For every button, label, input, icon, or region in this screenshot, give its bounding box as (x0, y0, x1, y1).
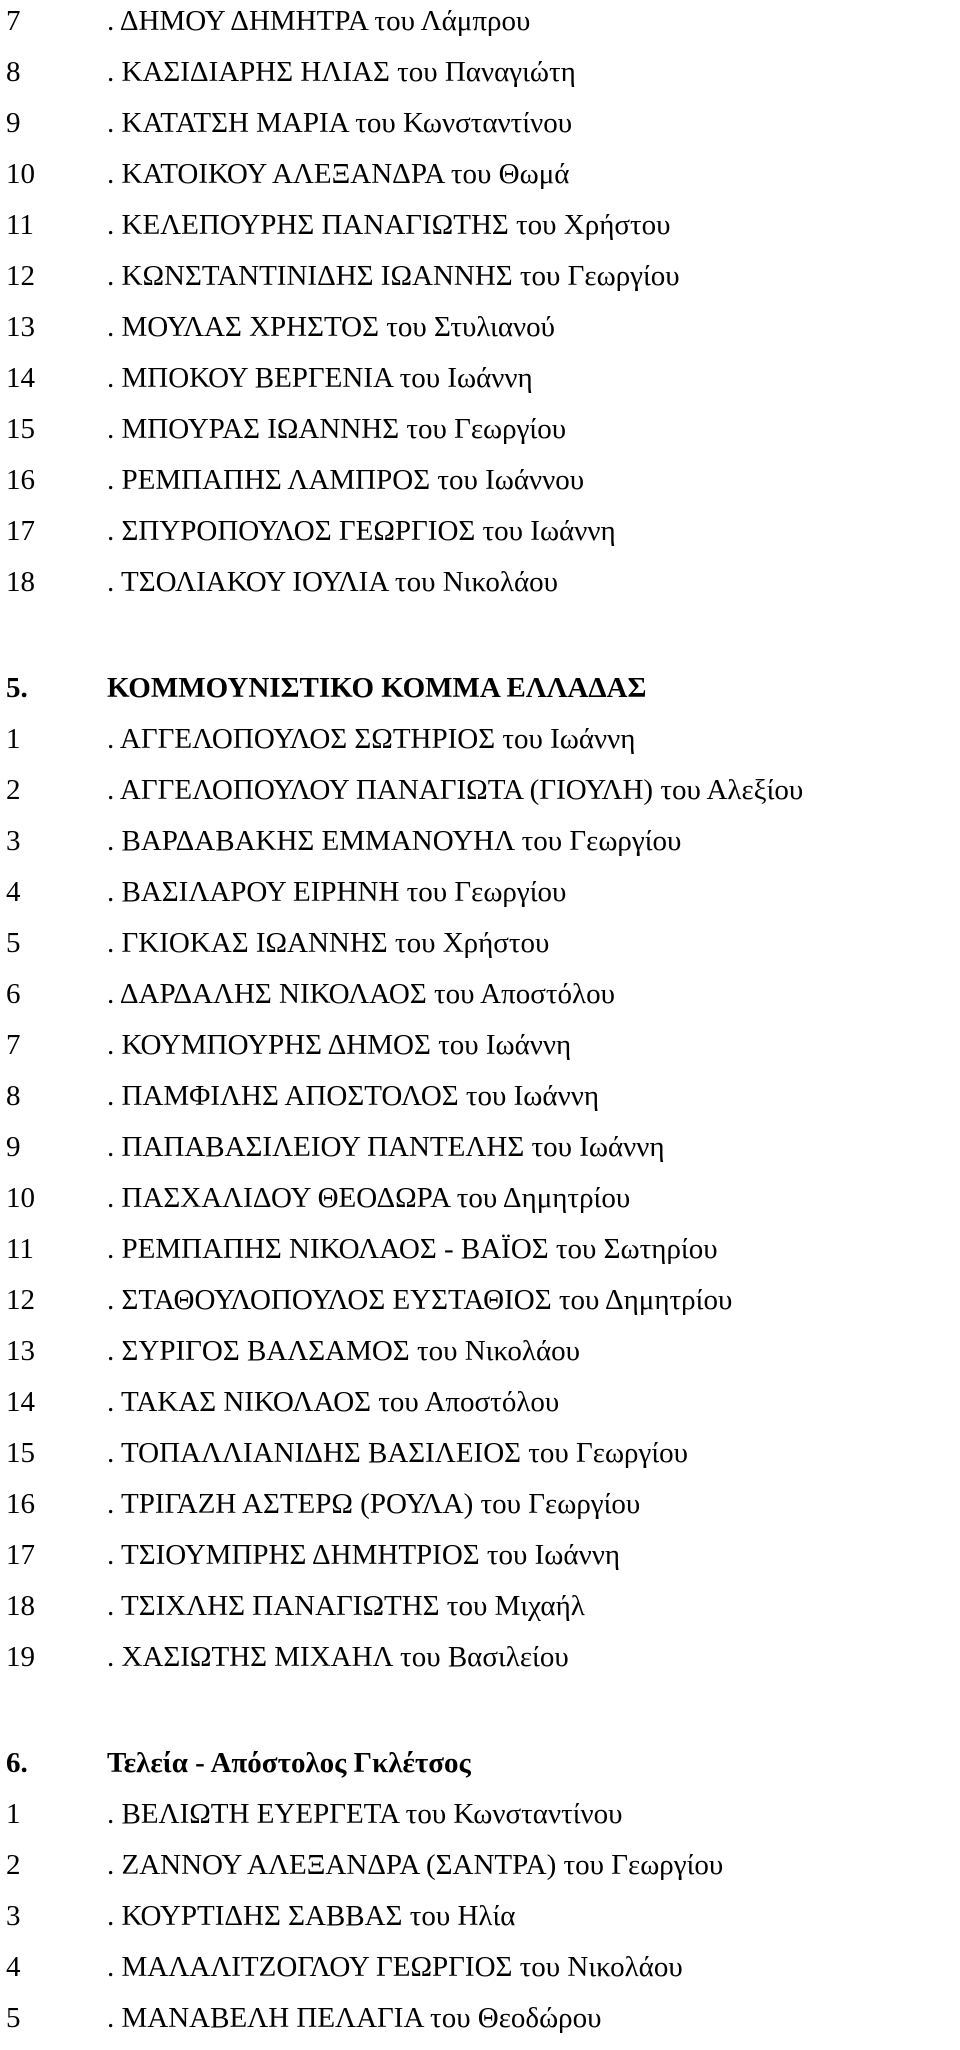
entry-number: 5 (6, 927, 21, 959)
section-title: Τελεία - Απόστολος Γκλέτσος (107, 1747, 471, 1779)
entry-name: . ΠΑΜΦΙΛΗΣ ΑΠΟΣΤΟΛΟΣ του Ιωάννη (107, 1080, 599, 1112)
entry-name: . ΤΟΠΑΛΛΙΑΝΙΔΗΣ ΒΑΣΙΛΕΙΟΣ του Γεωργίου (107, 1437, 689, 1469)
entry-number: 1 (6, 1798, 21, 1830)
entry-name: . ΣΥΡΙΓΟΣ ΒΑΛΣΑΜΟΣ του Νικολάου (107, 1335, 581, 1367)
entry-number: 12 (6, 260, 35, 292)
entry-number: 16 (6, 464, 35, 496)
entry-number: 16 (6, 1488, 35, 1520)
entry-number: 18 (6, 566, 35, 598)
entry-name: . ΡΕΜΠΑΠΗΣ ΝΙΚΟΛΑΟΣ - ΒΑΪΟΣ του Σωτηρίου (107, 1233, 718, 1265)
entry-name: . ΚΟΥΜΠΟΥΡΗΣ ΔΗΜΟΣ του Ιωάννη (107, 1029, 572, 1061)
entry-number: 4 (6, 1951, 21, 1983)
entry-number: 4 (6, 876, 21, 908)
entry-name: . ΜΠΟΥΡΑΣ ΙΩΑΝΝΗΣ του Γεωργίου (107, 413, 567, 445)
entry-number: 13 (6, 1335, 35, 1367)
entry-name: . ΜΑΛΑΛΙΤΖΟΓΛΟΥ ΓΕΩΡΓΙΟΣ του Νικολάου (107, 1951, 683, 1983)
entry-name: . ΚΑΤΑΤΣΗ ΜΑΡΙΑ του Κωνσταντίνου (107, 107, 573, 139)
entry-name: . ΔΑΡΔΑΛΗΣ ΝΙΚΟΛΑΟΣ του Αποστόλου (107, 978, 615, 1010)
entry-name: . ΖΑΝΝΟΥ ΑΛΕΞΑΝΔΡΑ (ΣΑΝΤΡΑ) του Γεωργίου (107, 1849, 724, 1881)
entry-name: . ΤΑΚΑΣ ΝΙΚΟΛΑΟΣ του Αποστόλου (107, 1386, 560, 1418)
entry-number: 10 (6, 158, 35, 190)
entry-name: . ΣΠΥΡΟΠΟΥΛΟΣ ΓΕΩΡΓΙΟΣ του Ιωάννη (107, 515, 616, 547)
entry-number: 15 (6, 413, 35, 445)
entry-number: 17 (6, 1539, 35, 1571)
entry-name: . ΚΑΤΟΙΚΟΥ ΑΛΕΞΑΝΔΡΑ του Θωμά (107, 158, 570, 190)
entry-number: 14 (6, 362, 35, 394)
entry-name: . ΚΕΛΕΠΟΥΡΗΣ ΠΑΝΑΓΙΩΤΗΣ του Χρήστου (107, 209, 671, 241)
entry-number: 11 (6, 1233, 34, 1265)
entry-name: . ΤΡΙΓΑΖΗ ΑΣΤΕΡΩ (ΡΟΥΛΑ) του Γεωργίου (107, 1488, 641, 1520)
entry-number: 3 (6, 1900, 21, 1932)
entry-name: . ΔΗΜΟΥ ΔΗΜΗΤΡΑ του Λάμπρου (107, 5, 531, 37)
entry-name: . ΤΣΟΛΙΑΚΟΥ ΙΟΥΛΙΑ του Νικολάου (107, 566, 559, 598)
entry-number: 3 (6, 825, 21, 857)
entry-number: 15 (6, 1437, 35, 1469)
entry-number: 2 (6, 774, 21, 806)
entry-number: 2 (6, 1849, 21, 1881)
entry-number: 1 (6, 723, 21, 755)
entry-name: . ΑΓΓΕΛΟΠΟΥΛΟΥ ΠΑΝΑΓΙΩΤΑ (ΓΙΟΥΛΗ) του Αλεξίου (107, 774, 804, 806)
entry-name: . ΜΑΝΑΒΕΛΗ ΠΕΛΑΓΙΑ του Θεοδώρου (107, 2002, 602, 2034)
entry-name: . ΑΓΓΕΛΟΠΟΥΛΟΣ ΣΩΤΗΡΙΟΣ του Ιωάννη (107, 723, 636, 755)
entry-number: 9 (6, 1131, 21, 1163)
entry-name: . ΜΠΟΚΟΥ ΒΕΡΓΕΝΙΑ του Ιωάννη (107, 362, 533, 394)
entry-name: . ΤΣΙΧΛΗΣ ΠΑΝΑΓΙΩΤΗΣ του Μιχαήλ (107, 1590, 585, 1622)
section-number: 5. (6, 672, 28, 704)
entry-number: 13 (6, 311, 35, 343)
entry-name: . ΠΑΠΑΒΑΣΙΛΕΙΟΥ ΠΑΝΤΕΛΗΣ του Ιωάννη (107, 1131, 665, 1163)
entry-number: 14 (6, 1386, 35, 1418)
section-title: ΚΟΜΜΟΥΝΙΣΤΙΚΟ ΚΟΜΜΑ ΕΛΛΑΔΑΣ (107, 672, 647, 704)
entry-name: . ΒΑΣΙΛΑΡΟΥ ΕΙΡΗΝΗ του Γεωργίου (107, 876, 567, 908)
entry-name: . ΚΩΝΣΤΑΝΤΙΝΙΔΗΣ ΙΩΑΝΝΗΣ του Γεωργίου (107, 260, 680, 292)
entry-number: 6 (6, 978, 21, 1010)
entry-number: 9 (6, 107, 21, 139)
entry-name: . ΧΑΣΙΩΤΗΣ ΜΙΧΑΗΛ του Βασιλείου (107, 1641, 569, 1673)
entry-name: . ΣΤΑΘΟΥΛΟΠΟΥΛΟΣ ΕΥΣΤΑΘΙΟΣ του Δημητρίου (107, 1284, 733, 1316)
entry-number: 8 (6, 56, 21, 88)
entry-name: . ΚΑΣΙΔΙΑΡΗΣ ΗΛΙΑΣ του Παναγιώτη (107, 56, 576, 88)
entry-name: . ΓΚΙΟΚΑΣ ΙΩΑΝΝΗΣ του Χρήστου (107, 927, 550, 959)
entry-name: . ΒΑΡΔΑΒΑΚΗΣ ΕΜΜΑΝΟΥΗΛ του Γεωργίου (107, 825, 682, 857)
entry-name: . ΠΑΣΧΑΛΙΔΟΥ ΘΕΟΔΩΡΑ του Δημητρίου (107, 1182, 631, 1214)
entry-number: 5 (6, 2002, 21, 2034)
entry-number: 11 (6, 209, 34, 241)
entry-number: 18 (6, 1590, 35, 1622)
entry-name: . ΒΕΛΙΩΤΗ ΕΥΕΡΓΕΤΑ του Κωνσταντίνου (107, 1798, 623, 1830)
entry-name: . ΤΣΙΟΥΜΠΡΗΣ ΔΗΜΗΤΡΙΟΣ του Ιωάννη (107, 1539, 620, 1571)
entry-name: . ΡΕΜΠΑΠΗΣ ΛΑΜΠΡΟΣ του Ιωάννου (107, 464, 585, 496)
entry-number: 12 (6, 1284, 35, 1316)
entry-number: 7 (6, 1029, 21, 1061)
entry-number: 17 (6, 515, 35, 547)
entry-number: 7 (6, 5, 21, 37)
entry-number: 8 (6, 1080, 21, 1112)
section-number: 6. (6, 1747, 28, 1779)
entry-number: 10 (6, 1182, 35, 1214)
entry-number: 19 (6, 1641, 35, 1673)
entry-name: . ΜΟΥΛΑΣ ΧΡΗΣΤΟΣ του Στυλιανού (107, 311, 556, 343)
entry-name: . ΚΟΥΡΤΙΔΗΣ ΣΑΒΒΑΣ του Ηλία (107, 1900, 516, 1932)
